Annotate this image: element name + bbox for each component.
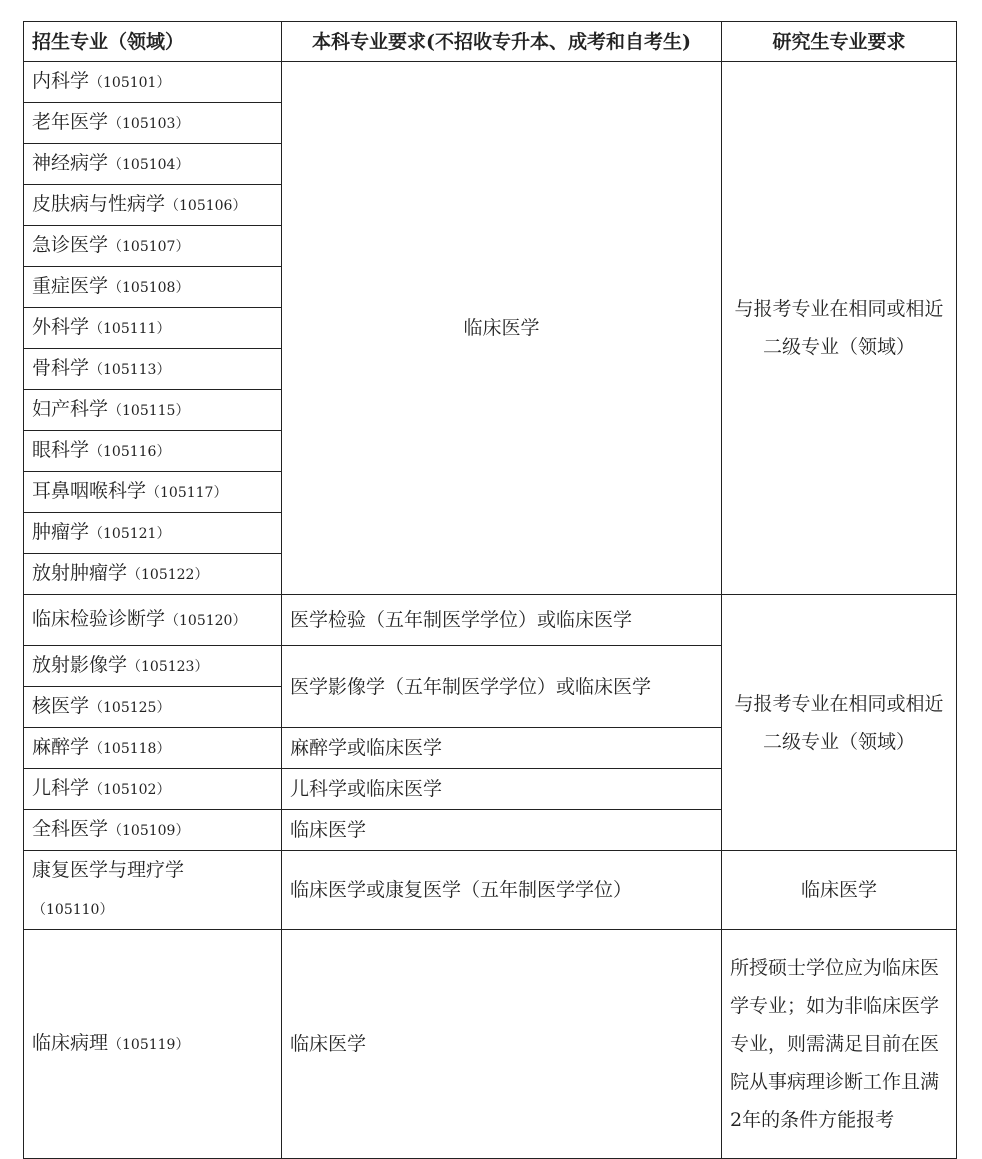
major-name: 康复医学与理疗学 (32, 859, 185, 881)
major-name: 皮肤病与性病学 (32, 193, 166, 215)
major-cell (24, 349, 282, 390)
undergrad-req-cell: 临床医学 (282, 62, 722, 595)
major-code: （105122） (127, 567, 209, 583)
major-name: 外科学 (32, 316, 90, 338)
major-name: 临床检验诊断学 (32, 608, 166, 630)
table-row (24, 595, 957, 646)
major-name: 重症医学 (32, 275, 109, 297)
major-cell (24, 554, 282, 595)
major-cell (24, 431, 282, 472)
major-code: （105115） (108, 403, 190, 419)
major-code: （105106） (165, 198, 247, 214)
major-name: 麻醉学 (32, 736, 90, 758)
major-code: （105107） (108, 239, 190, 255)
major-cell (24, 144, 282, 185)
undergrad-req-cell: 儿科学或临床医学 (282, 769, 722, 810)
undergrad-req-cell: 医学检验（五年制医学学位）或临床医学 (282, 595, 722, 646)
requirements-table (23, 21, 957, 1159)
major-code: （105119） (108, 1037, 190, 1053)
major-code: （105116） (89, 444, 171, 460)
header-grad: 研究生专业要求 (722, 22, 957, 62)
major-cell (24, 646, 282, 687)
table-row (24, 851, 957, 930)
header-major: 招生专业（领域） (24, 22, 282, 62)
major-name: 临床病理 (32, 1032, 109, 1054)
major-name: 耳鼻咽喉科学 (32, 480, 147, 502)
major-cell (24, 103, 282, 144)
major-cell (24, 185, 282, 226)
undergrad-req-cell: 医学影像学（五年制医学学位）或临床医学 (282, 646, 722, 728)
major-cell (24, 810, 282, 851)
major-code: （105109） (108, 823, 190, 839)
major-code: （105120） (165, 613, 247, 629)
major-name: 内科学 (32, 70, 90, 92)
undergrad-req-cell: 临床医学 (282, 930, 722, 1159)
major-name: 老年医学 (32, 111, 109, 133)
table-body (24, 62, 957, 1159)
grad-req-cell: 临床医学 (722, 851, 957, 930)
major-cell (24, 595, 282, 646)
undergrad-req-cell: 临床医学或康复医学（五年制医学学位） (282, 851, 722, 930)
header-undergrad: 本科专业要求(不招收专升本、成考和自考生) (282, 22, 722, 62)
major-cell (24, 226, 282, 267)
major-cell (24, 513, 282, 554)
major-code: （105111） (89, 321, 171, 337)
major-name: 肿瘤学 (32, 521, 90, 543)
major-cell (24, 472, 282, 513)
major-name: 核医学 (32, 695, 90, 717)
major-cell (24, 390, 282, 431)
grad-req-cell: 与报考专业在相同或相近二级专业（领域） (722, 595, 957, 851)
major-code: （105121） (89, 526, 171, 542)
major-cell (24, 687, 282, 728)
major-cell (24, 769, 282, 810)
major-name: 全科医学 (32, 818, 109, 840)
major-code: （105101） (89, 75, 171, 91)
undergrad-req-cell: 麻醉学或临床医学 (282, 728, 722, 769)
major-code: （105117） (146, 485, 228, 501)
major-name: 神经病学 (32, 152, 109, 174)
undergrad-req-cell: 临床医学 (282, 810, 722, 851)
major-cell (24, 267, 282, 308)
major-name: 妇产科学 (32, 398, 109, 420)
major-name: 放射肿瘤学 (32, 562, 128, 584)
header-row (24, 22, 957, 62)
major-code: （105118） (89, 741, 171, 757)
major-name: 眼科学 (32, 439, 90, 461)
major-name: 急诊医学 (32, 234, 109, 256)
major-code: （105104） (108, 157, 190, 173)
major-cell (24, 728, 282, 769)
grad-req-cell: 所授硕士学位应为临床医学专业；如为非临床医学专业，则需满足目前在医院从事病理诊断工作且满2年的条件方能报考 (722, 930, 957, 1159)
table-row (24, 930, 957, 1159)
major-code: （105123） (127, 659, 209, 675)
major-code: （105113） (89, 362, 171, 378)
major-cell (24, 930, 282, 1159)
major-name: 放射影像学 (32, 654, 128, 676)
major-cell (24, 308, 282, 349)
major-cell (24, 851, 282, 930)
major-code: （105103） (108, 116, 190, 132)
table-row (24, 62, 957, 103)
major-code: （105125） (89, 700, 171, 716)
major-cell (24, 62, 282, 103)
grad-req-cell: 与报考专业在相同或相近二级专业（领域） (722, 62, 957, 595)
major-code: （105102） (89, 782, 171, 798)
major-name: 儿科学 (32, 777, 90, 799)
major-code: （105110） (32, 902, 114, 918)
major-name: 骨科学 (32, 357, 90, 379)
major-code: （105108） (108, 280, 190, 296)
